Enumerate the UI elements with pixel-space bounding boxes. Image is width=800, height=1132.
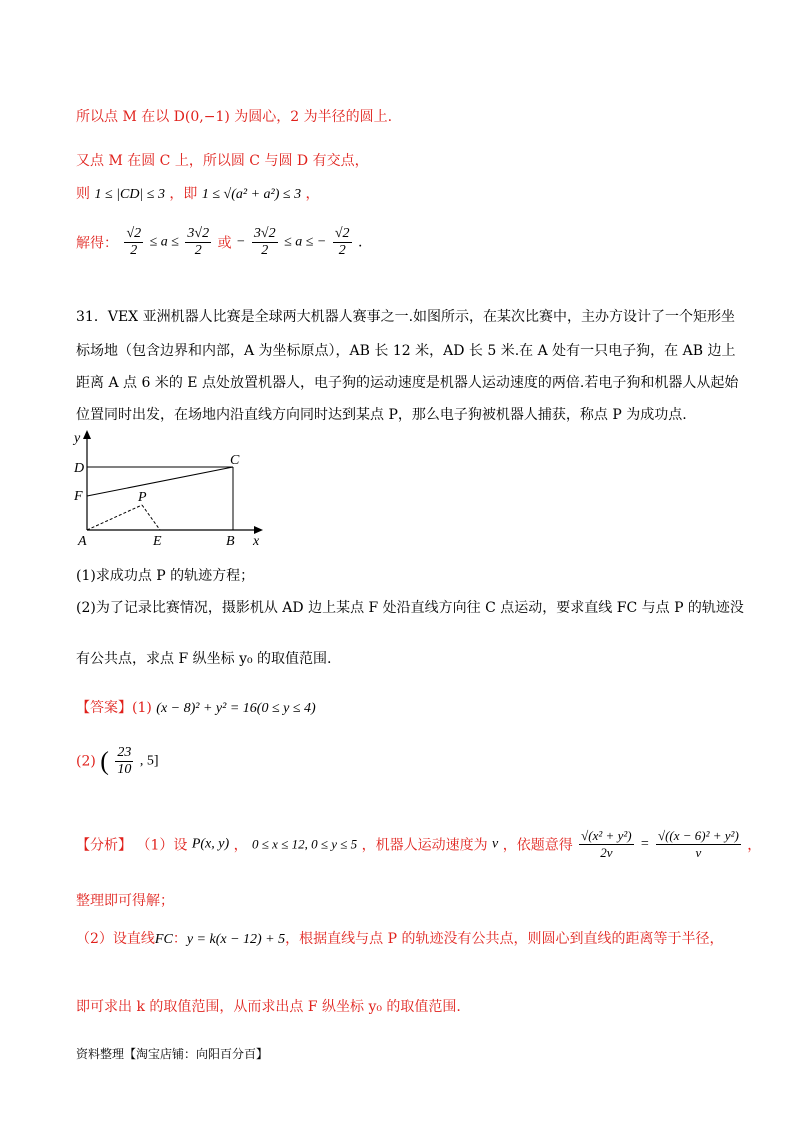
fraction: $\frac{3√2}{2}$ [253, 226, 276, 258]
field-figure [70, 428, 270, 550]
question-line-1 [76, 306, 735, 326]
inequality: ≤ a ≤ − [284, 234, 327, 250]
analysis-label: 【分析】 [76, 837, 132, 854]
solution-line-4: 解得： $\frac{√2}{2}$ ≤ a ≤ $\frac{3√2}{2}$ 或 − $\frac{3√2}{2}$ ≤ a ≤ − $\frac{√2}{2}$ . [76, 226, 363, 258]
analysis-text: （1）设 [136, 837, 188, 854]
minus-sign: − [236, 234, 246, 250]
label-y: y [74, 431, 81, 446]
label-F: F [74, 489, 83, 504]
answer-equation: (x − 8)² + y² = 16(0 ≤ y ≤ 4) [156, 701, 316, 716]
solution-text: ， [305, 186, 320, 202]
subquestion-1 [76, 565, 254, 585]
solution-text: 又点 M 在圆 C 上，所以圆 C 与圆 D 有交点， [76, 153, 369, 169]
answer-prefix: (1) [132, 700, 152, 716]
segment-PE [142, 505, 160, 530]
inequality: 1 ≤ √(a² + a²) ≤ 3 [201, 187, 302, 202]
answer-line-2: (2) ( $\frac{23}{10}$ , 5] [76, 745, 159, 777]
analysis-text: ，机器人运动速度为 [361, 837, 488, 854]
label-A: A [78, 534, 87, 549]
analysis-text: 整理即可得解； [76, 893, 174, 909]
label-B: B [226, 534, 235, 549]
analysis-text: ，依题意得 [502, 837, 573, 854]
solution-text: 或 [217, 235, 232, 252]
label-x: x [253, 534, 260, 549]
question-line-3 [76, 372, 738, 392]
answer-interval-end: , 5] [139, 753, 159, 769]
analysis-line-1 [76, 828, 761, 861]
subquestion-text: (2)为了记录比赛情况，摄影机从 AD 边上某点 F 处沿直线方向往 C 点运动，要求直线 FC 与点 P 的轨迹没 [76, 600, 744, 616]
solution-text: 解得： [76, 235, 118, 252]
question-line-2 [76, 340, 735, 360]
fraction: $\frac{√2}{2}$ [334, 226, 350, 258]
inequality: ≤ a ≤ [149, 234, 179, 250]
line-FC [87, 467, 233, 496]
question-text: 标场地（包含边界和内部，A 为坐标原点），AB 长 12 米，AD 长 5 米.在 A 处有一只电子狗，在 AB 边上 [76, 343, 736, 359]
label-P: P [138, 490, 147, 505]
solution-line-2 [76, 150, 369, 170]
analysis-text: 即可求出 k 的取值范围，从而求出点 F 纵坐标 y₀ 的取值范围. [76, 999, 461, 1015]
analysis-text: ，根据直线与点 P 的轨迹没有公共点，则圆心到直线的距离等于半径， [285, 931, 724, 947]
analysis-line-3 [76, 928, 723, 948]
equals-sign: = [640, 836, 650, 852]
question-text: 位置同时出发，在场地内沿直线方向同时达到某点 P，那么电子狗被机器人捕获，称点 P 为成功点. [76, 407, 687, 423]
equation-left-fraction: $\frac{\text{√(x² + y²)}}{2v}$ [581, 828, 632, 860]
subquestion-2 [76, 597, 744, 617]
solution-text: 所以点 M 在以 D(0,−1) 为圆心，2 为半径的圆上. [76, 109, 393, 125]
point-expr: P(x, y) [191, 836, 230, 852]
answer-line-1 [76, 697, 316, 717]
analysis-text: ， [747, 837, 762, 854]
line-equation: y = k(x − 12) + 5 [186, 932, 286, 947]
label-E: E [153, 534, 162, 549]
answer-prefix: (2) [76, 753, 96, 770]
analysis-line-2 [76, 890, 174, 910]
fraction: $\frac{3√2}{2}$ [187, 226, 210, 258]
equation-right-fraction: $\frac{\text{√((x − 6)² + y²)}}{v}$ [657, 828, 739, 860]
fraction: $\frac{√2}{2}$ [126, 226, 142, 258]
solution-text: 则 [76, 186, 90, 202]
answer-fraction: $\frac{23}{10}$ [117, 745, 132, 777]
analysis-text: （2）设直线 [76, 931, 155, 947]
segment-AP [87, 505, 142, 530]
answer-label: 【答案】 [76, 700, 132, 716]
velocity-var: v [492, 836, 499, 852]
subquestion-text: (1)求成功点 P 的轨迹方程； [76, 568, 255, 584]
analysis-line-4 [76, 996, 461, 1016]
footer-source: 资料整理【淘宝店铺：向阳百分百】 [76, 1047, 269, 1061]
analysis-text: ， [233, 837, 248, 854]
question-line-4 [76, 404, 687, 424]
inequality: 1 ≤ |CD| ≤ 3 [94, 187, 165, 202]
analysis-text: ： [172, 931, 187, 947]
label-D: D [74, 461, 85, 476]
question-text: VEX 亚洲机器人比赛是全球两大机器人赛事之一.如图所示，在某次比赛中，主办方设计了一个矩形坐 [107, 309, 736, 325]
solution-line-3 [76, 183, 320, 203]
solution-text: ，即 [169, 186, 198, 202]
question-text: 距离 A 点 6 米的 E 点处放置机器人，电子狗的运动速度是机器人运动速度的两倍.若电子狗和机器人从起始 [76, 375, 739, 391]
solution-line-1 [76, 106, 392, 126]
question-number: 31． [76, 309, 108, 325]
subquestion-2-cont [76, 648, 332, 668]
label-C: C [230, 453, 240, 468]
subquestion-text: 有公共点，求点 F 纵坐标 y₀ 的取值范围. [76, 651, 332, 667]
x-axis-arrow [254, 526, 263, 534]
domain-expr: 0 ≤ x ≤ 12, 0 ≤ y ≤ 5 [252, 836, 358, 852]
y-axis-arrow [83, 430, 91, 439]
line-name: FC [154, 932, 173, 947]
